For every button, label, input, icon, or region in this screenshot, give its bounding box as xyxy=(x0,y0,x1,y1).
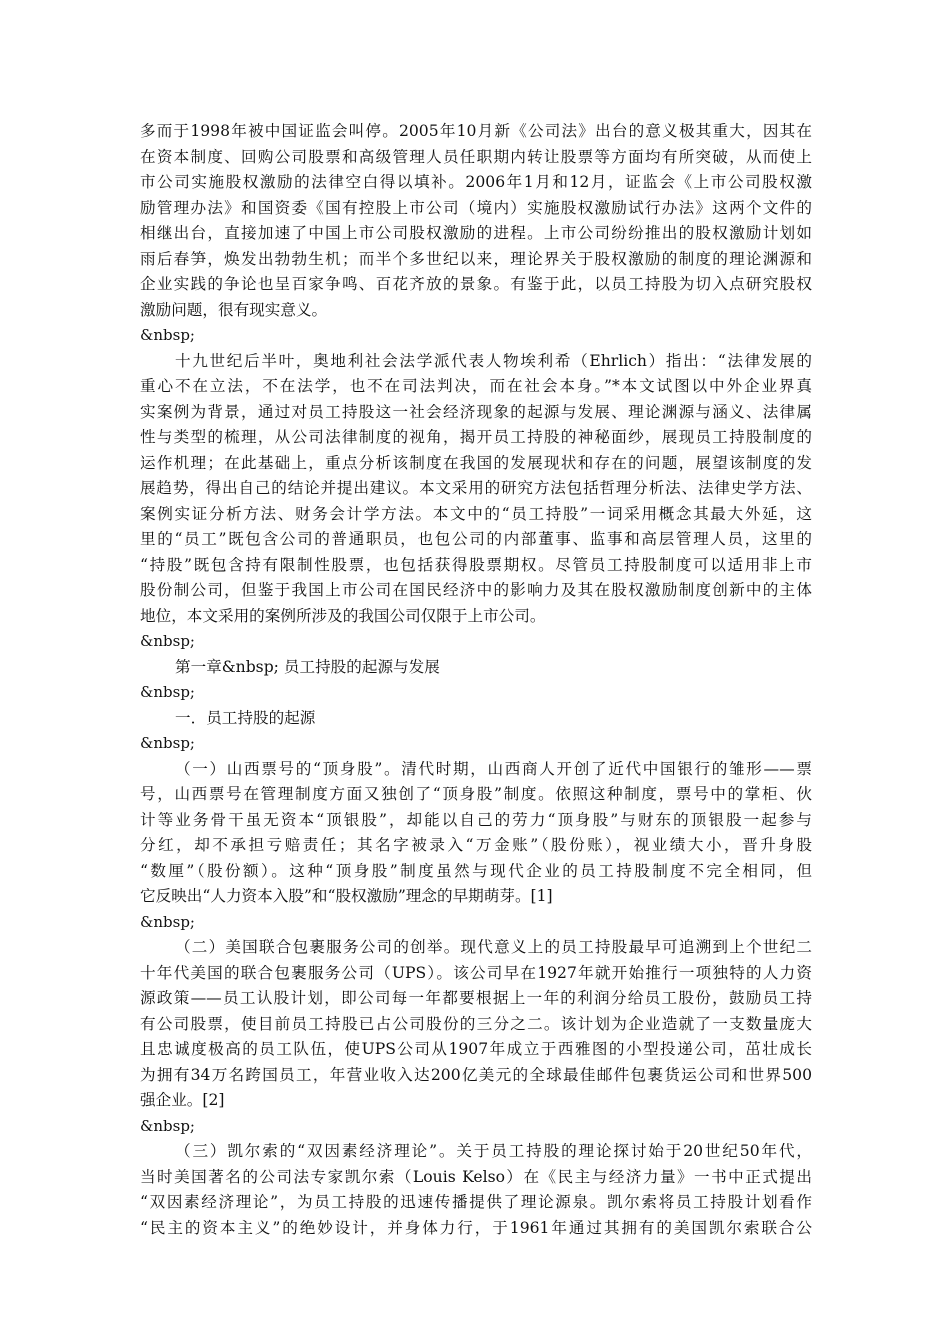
text-line: 展趋势，得出自己的结论并提出建议。本文采用的研究方法包括哲理分析法、法律史学方法、 xyxy=(140,479,812,497)
text-line: （一）山西票号的“顶身股”。清代时期，山西商人开创了近代中国银行的雏形——票 xyxy=(175,759,812,778)
text-line: 且忠诚度极高的员工队伍，使UPS公司从1907年成立于西雅图的小型投递公司，茁壮成长 xyxy=(140,1040,812,1058)
text-line: 十九世纪后半叶，奥地利社会法学派代表人物埃利希（Ehrlich）指出：“法律发展的 xyxy=(175,351,812,370)
text-line: “民主的资本主义”的绝妙设计，并身体力行，于1961年通过其拥有的美国凯尔索联合公 xyxy=(140,1218,812,1237)
text-line: 当时美国著名的公司法专家凯尔索（Louis Kelso）在《民主与经济力量》一书中正式提出 xyxy=(140,1167,812,1186)
text-line: （二）美国联合包裹服务公司的创举。现代意义上的员工持股最早可追溯到上个世纪二 xyxy=(175,938,812,956)
paragraph-intro-continuation xyxy=(140,119,812,323)
chapter-title: 第一章&nbsp; 员工持股的起源与发展 xyxy=(175,657,440,676)
chapter-heading xyxy=(140,655,812,681)
text-line: 号，山西票号在管理制度方面又独创了“顶身股”制度。依照这种制度，票号中的掌柜、伙 xyxy=(140,785,812,803)
text-line: 重心不在立法，不在法学，也不在司法判决，而在社会本身。”*本文试图以中外企业界真 xyxy=(140,377,812,395)
text-line: 多而于1998年被中国证监会叫停。2005年10月新《公司法》出台的意义极其重大，因其在 xyxy=(140,122,812,140)
text-line: 源政策——员工认股计划，即公司每一年都要根据上一年的利润分给员工股份，鼓励员工持 xyxy=(140,989,812,1007)
text-line: 股份制公司，但鉴于我国上市公司在国民经济中的影响力及其在股权激励制度创新中的主体 xyxy=(140,581,812,599)
text-line: 市公司实施股权激励的法律空白得以填补。2006年1月和12月，证监会《上市公司股权激 xyxy=(140,173,812,191)
text-line: 性与类型的梳理，从公司法律制度的视角，揭开员工持股的神秘面纱，展现员工持股制度的 xyxy=(140,428,812,446)
text-line: 企业实践的争论也呈百家争鸣、百花齐放的景象。有鉴于此，以员工持股为切入点研究股权 xyxy=(140,275,812,293)
text-line: 激励问题，很有现实意义。 xyxy=(140,300,328,319)
text-line: 雨后春笋，焕发出勃勃生机；而半个多世纪以来，理论界关于股权激励的制度的理论渊源和 xyxy=(140,249,812,268)
text-line: “数厘”（股份额）。这种“顶身股”制度虽然与现代企业的员工持股制度不完全相同，但 xyxy=(140,861,812,880)
nbsp-marker: &nbsp; xyxy=(140,683,195,701)
text-line: 计等业务骨干虽无资本“顶银股”，却能以自己的劳力“顶身股”与财东的顶银股一起参与 xyxy=(140,810,812,829)
text-line: 在资本制度、回购公司股票和高级管理人员任职期内转让股票等方面均有所突破，从而使上 xyxy=(140,147,812,166)
text-line: “双因素经济理论”，为员工持股的迅速传播提供了理论源泉。凯尔索将员工持股计划看作 xyxy=(140,1193,812,1211)
text-line: 有公司股票，使目前员工持股已占公司股份的三分之二。该计划为企业造就了一支数量庞大 xyxy=(140,1014,812,1033)
document-body xyxy=(140,119,812,1241)
text-line: 为拥有34万名跨国员工，年营业收入达200亿美元的全球最佳邮件包裹货运公司和世界500 xyxy=(140,1065,812,1084)
paragraph-kelso xyxy=(140,1139,812,1241)
paragraph-shanxi xyxy=(140,757,812,910)
nbsp-marker: &nbsp; xyxy=(140,632,195,650)
text-line: 十年代美国的联合包裹服务公司（UPS）。该公司早在1927年就开始推行一项独特的人力资 xyxy=(140,963,812,982)
paragraph-ehrlich xyxy=(140,349,812,630)
nbsp-marker: &nbsp; xyxy=(140,912,195,931)
text-line: 它反映出“人力资本入股”和“股权激励”理念的早期萌芽。[1] xyxy=(140,887,553,905)
text-line: “持股”既包含持有限制性股票，也包括获得股票期权。尽管员工持股制度可以适用非上市 xyxy=(140,555,812,574)
section-heading xyxy=(140,706,812,732)
text-line: 里的“员工”既包含公司的普通职员，也包公司的内部董事、监事和高层管理人员，这里的 xyxy=(140,530,812,548)
text-line: 分红，却不承担亏赔责任；其名字被录入“万金账”（股份账），视业绩大小，晋升身股 xyxy=(140,836,812,854)
text-line: （三）凯尔索的“双因素经济理论”。关于员工持股的理论探讨始于20世纪50年代， xyxy=(175,1142,812,1160)
text-line: 励管理办法》和国资委《国有控股上市公司（境内）实施股权激励试行办法》这两个文件的 xyxy=(140,198,812,217)
paragraph-ups xyxy=(140,935,812,1114)
nbsp-marker: &nbsp; xyxy=(140,326,195,344)
text-line: 运作机理；在此基础上，重点分析该制度在我国的发展现状和存在的问题，展望该制度的发 xyxy=(140,453,812,472)
nbsp-marker: &nbsp; xyxy=(140,734,195,752)
text-line: 地位，本文采用的案例所涉及的我国公司仅限于上市公司。 xyxy=(140,606,546,625)
text-line: 实案例为背景，通过对员工持股这一社会经济现象的起源与发展、理论渊源与涵义、法律属 xyxy=(140,402,812,421)
text-line: 强企业。[2] xyxy=(140,1091,225,1109)
nbsp-marker: &nbsp; xyxy=(140,1116,195,1135)
text-line: 相继出台，直接加速了中国上市公司股权激励的进程。上市公司纷纷推出的股权激励计划如 xyxy=(140,224,812,242)
text-line: 案例实证分析方法、财务会计学方法。本文中的“员工持股”一词采用概念其最大外延，这 xyxy=(140,504,812,523)
section-title: 一．员工持股的起源 xyxy=(175,708,316,727)
